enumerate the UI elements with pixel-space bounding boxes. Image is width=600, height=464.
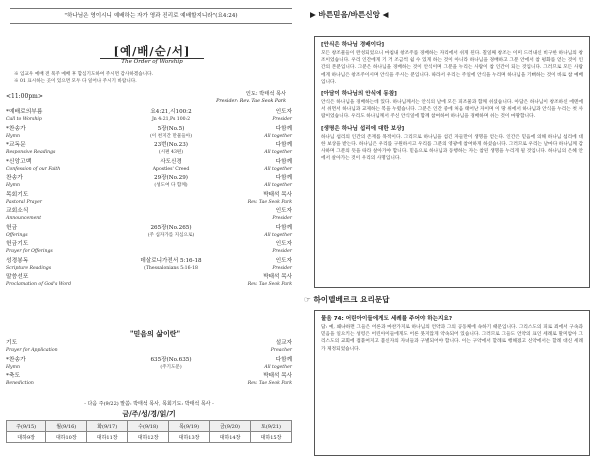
leader-ko: 다함께 bbox=[275, 175, 292, 181]
item-name bbox=[6, 241, 116, 255]
item-ko: 기도 bbox=[6, 340, 18, 346]
note-line: ※ 01 표시하는 곳이 있으면 모두 다 일어나 주시기 바랍니다. bbox=[14, 79, 137, 84]
top-quote: "하나님은 영이시니 예배하는 자가 영과 진리로 예배할지니라"(요4:24) bbox=[10, 8, 292, 24]
detail-sub: (시편 43편) bbox=[158, 150, 184, 155]
item-name bbox=[6, 142, 116, 156]
item-leader bbox=[212, 258, 292, 272]
weekly-day: 목(9/19) bbox=[169, 421, 210, 432]
item-name bbox=[6, 192, 116, 206]
worship-row bbox=[6, 208, 292, 225]
presider-en: Presider: Rev. Tae Seok Park bbox=[216, 98, 286, 104]
leader-ko: 다함께 bbox=[275, 142, 292, 148]
section-title-faith: ▶ 바른믿음/바른신앙 ◀ bbox=[310, 10, 389, 19]
item-ko: *신앙고백 bbox=[6, 158, 32, 165]
item-name bbox=[6, 373, 116, 387]
leader-ko: 인도자 bbox=[275, 109, 292, 115]
item-name bbox=[6, 357, 116, 371]
order-title: [예/배/순/서] bbox=[100, 44, 204, 59]
item-detail bbox=[116, 258, 226, 272]
order-subtitle: The Order of Worship bbox=[121, 59, 183, 65]
leader-ko: 박태석 목사 bbox=[263, 373, 292, 379]
item-ko: 성경봉독 bbox=[6, 257, 29, 264]
item-name bbox=[6, 208, 116, 222]
item-detail bbox=[116, 142, 226, 156]
weekly-day: 화(9/17) bbox=[87, 421, 128, 432]
item-en: Prayer for Application bbox=[6, 348, 58, 353]
item-en: Confession of our Faith bbox=[6, 166, 61, 172]
detail-sub: (Thessalonians 5:16-18 bbox=[144, 265, 198, 271]
item-leader bbox=[212, 142, 292, 156]
detail-sub: (주 십자가를 지심으로) bbox=[147, 232, 195, 238]
detail-main: 사도신경 bbox=[160, 158, 182, 165]
item-name bbox=[6, 175, 116, 189]
detail-sub: (이 천지간 만물들아) bbox=[149, 133, 192, 139]
weekly-day: 월(9/16) bbox=[46, 421, 87, 432]
item-leader bbox=[212, 357, 292, 371]
item-ko: *찬송가 bbox=[6, 356, 26, 363]
weekly-reading: 대하12장 bbox=[128, 432, 169, 443]
item-leader bbox=[212, 208, 292, 222]
worship-row bbox=[6, 241, 292, 258]
weekly-day: 토(9/21) bbox=[250, 421, 291, 432]
worship-row bbox=[6, 109, 292, 126]
leader-ko: 인도자 bbox=[275, 257, 292, 264]
detail-main: 5장(No.5) bbox=[157, 125, 185, 132]
worship-row bbox=[6, 340, 292, 357]
leader-en: Presider bbox=[272, 117, 292, 122]
after-sermon-order bbox=[6, 340, 292, 390]
weekly-reading: 대하11장 bbox=[87, 432, 128, 443]
item-ko: 말씀선포 bbox=[6, 274, 29, 280]
weekly-reading: 대하10장 bbox=[46, 432, 87, 443]
worship-row bbox=[6, 274, 292, 291]
item-detail bbox=[116, 357, 226, 371]
leader-ko: 인도자 bbox=[275, 241, 292, 247]
weekly-reading: 대하9장 bbox=[7, 432, 46, 443]
item-en: Offerings bbox=[6, 232, 28, 238]
worship-row bbox=[6, 373, 292, 390]
leader-ko: 다함께 bbox=[275, 356, 292, 363]
item-leader bbox=[212, 373, 292, 387]
item-ko: 교회소식 bbox=[6, 208, 29, 214]
detail-sub: (성도여 다 함께) bbox=[154, 183, 188, 188]
leader-en: All together bbox=[264, 364, 292, 370]
item-en: Hymn bbox=[6, 183, 20, 188]
detail-main: 요4:21,시100:2 bbox=[150, 109, 192, 115]
worship-row bbox=[6, 258, 292, 275]
item-en: Hymn bbox=[6, 133, 20, 139]
item-en: Announcement bbox=[6, 216, 42, 221]
leader-ko: 박태석 목사 bbox=[263, 274, 292, 280]
item-detail bbox=[116, 175, 226, 189]
leader-en: All together bbox=[264, 232, 292, 238]
leader-ko: 다함께 bbox=[275, 125, 292, 132]
item-leader bbox=[212, 109, 292, 123]
leader-en: All together bbox=[264, 183, 292, 188]
item-leader bbox=[212, 241, 292, 255]
worship-row bbox=[6, 225, 292, 242]
paragraph: 안식은 하나님을 경배하는데 있다. 하나님께서는 안식의 날에 모든 피조물과 함께 쉬셨습니다. 아담은 하나님이 창조하신 에덴에서 쉬면서 하나님과 교제하는 복을 누렸습니다. 그분은 인간 중에 처음 태어난 자이며 이 땅 위에서 하나님과 안식을 누리는 첫 사람이었습니다. 우리도 하나님께서 주신 안식일에 함께 참여하여 하나님을 경배하며 쉬는 것이 마땅합니다. bbox=[321, 100, 583, 120]
item-ko: *축도 bbox=[6, 373, 21, 379]
weekly-day: 금(9/20) bbox=[210, 421, 251, 432]
item-detail bbox=[116, 126, 226, 140]
sermon-title: "믿음의 삶이란" bbox=[129, 329, 181, 338]
worship-row bbox=[6, 357, 292, 374]
item-detail bbox=[116, 225, 226, 239]
item-en: Responsive Readings bbox=[6, 150, 56, 155]
item-detail bbox=[116, 109, 226, 123]
item-name bbox=[6, 109, 116, 123]
leader-ko: 박태석 목사 bbox=[263, 191, 292, 198]
leader-en: Presider bbox=[272, 216, 292, 221]
weekly-reading-title: 금/주/성/경/읽/기 bbox=[122, 409, 176, 418]
item-leader bbox=[212, 175, 292, 189]
worship-order bbox=[6, 109, 292, 291]
weekly-day: 수(9/18) bbox=[128, 421, 169, 432]
detail-main: 데살로니가전서 5:16-18 bbox=[140, 257, 202, 264]
subsection-title: [아담이 하나님의 안식에 동참] bbox=[321, 91, 397, 98]
answer-text: 답: 예, 왜냐하면 그들은 어른과 마찬가지로 하나님의 언약과 그의 공동체에 속하기 때문입니다. 그리스도의 피로 죄에서 구속과 믿음을 일으키는 성령은 어린아이들에게도 어른 못지않게 약속되어 있습니다. 그러므로 그들도 언약의 표인 세례로 말미암아 그리스도의 교회에 접붙여지고 불신자의 자녀들과 구별되어야 합니다. 이는 구약에서 할례로 행해졌고 신약에서는 할례 대신 세례가 제정되었습니다. bbox=[321, 325, 583, 352]
worship-row bbox=[6, 159, 292, 176]
item-name bbox=[6, 126, 116, 140]
item-ko: *교독문 bbox=[6, 142, 26, 148]
paragraph: 하나님 섭리의 인간의 존재를 목적이다. 그리므로 하나님을 섬긴 자들만이 생명을 얻는다. 인간은 믿음에 의해 하나님 섭리에 대한 보상을 받는다. 하나님은 우리를 구원하시고 우리를 그분의 영광에 참여하게 하셨습니다. 그러므로 우리는 날마다 하나님께 감사하며 그분의 뜻을 따라 살아가야 합니다. 믿음으로 하나님과 동행하는 자는 참된 생명을 누리게 될 것입니다. 하나님의 은혜 안에서 살아가는 것이 우리의 사명입니다. bbox=[321, 134, 583, 162]
subsection-title: [안식은 하나님 경배이다] bbox=[321, 42, 385, 48]
weekly-reading: 대하13장 bbox=[169, 432, 210, 443]
detail-main: 635장(No.635) bbox=[150, 356, 192, 363]
weekly-reading-table bbox=[6, 420, 292, 443]
leader-en: All together bbox=[264, 150, 292, 155]
item-en: Benediction bbox=[6, 381, 34, 386]
leader-ko: 다함께 bbox=[275, 224, 292, 231]
item-ko: 찬송가 bbox=[6, 175, 23, 181]
item-en: Scripture Readings bbox=[6, 265, 52, 271]
worship-row bbox=[6, 175, 292, 192]
detail-main: 23번(No.23) bbox=[154, 142, 188, 148]
item-ko: 헌금 bbox=[6, 224, 18, 231]
item-leader bbox=[212, 126, 292, 140]
item-en: Proclamation of God's Word bbox=[6, 282, 72, 287]
service-time: <11:00pm> bbox=[6, 93, 43, 100]
leader-en: Rev. Tae Seok Park bbox=[247, 199, 292, 205]
leader-en: Preacher bbox=[270, 348, 292, 353]
leader-ko: 설교자 bbox=[275, 340, 292, 346]
leader-en: All together bbox=[264, 133, 292, 139]
item-leader bbox=[212, 192, 292, 206]
item-leader bbox=[212, 340, 292, 354]
leader-en: Rev. Tae Seok Park bbox=[247, 282, 292, 287]
item-name bbox=[6, 225, 116, 239]
leader-ko: 인도자 bbox=[275, 208, 292, 214]
catechism-box bbox=[314, 310, 590, 456]
detail-main: 29장(No.29) bbox=[154, 175, 188, 181]
detail-sub: (주기도문) bbox=[160, 364, 182, 370]
section-title-catechism: ☞ 하이델베르크 요리문답 bbox=[304, 295, 390, 304]
item-en: Prayer for Offerings bbox=[6, 249, 53, 254]
leader-en: All together bbox=[264, 166, 292, 172]
subsection-title: [생명은 하나님 섭리에 대한 보상] bbox=[321, 125, 405, 132]
item-en: Hymn bbox=[6, 364, 20, 370]
item-name bbox=[6, 274, 116, 288]
item-ko: 목회기도 bbox=[6, 191, 29, 198]
item-leader bbox=[212, 274, 292, 288]
faith-box bbox=[314, 36, 590, 288]
item-detail bbox=[116, 159, 226, 173]
item-name bbox=[6, 258, 116, 272]
item-ko: 헌금기도 bbox=[6, 241, 29, 247]
leader-ko: 다함께 bbox=[275, 158, 292, 165]
worship-row bbox=[6, 192, 292, 209]
presider-label: 인도: 박태석 목사 bbox=[245, 91, 286, 97]
paragraph: 모든 창조물들이 완성되었으니 마침내 창조주를 경배하는 자리에서 쉬게 된다. 칠일째 창조는 이미 드러내신 비구한 하나님의 창조이었습니다. 우리 인간에게 기 거 조금씩 쉴 수 있게 하는 것이 아니라 하나님을 경배하고 그분 안에서 참 평화를 얻는 것이 인간의 본분입니다. 그분은 하나님을 경배하는 것이 안식이며 그분을 누리는 사람이 참 인간이 되는 것입니다. 그러므로 모든 사람에게 하나님은 창조주이시며 안식을 주시는 분입니다. 따라서 우리는 주일에 안식을 누리며 하나님을 기뻐하는 것이 바로 참 예배입니다. bbox=[321, 51, 583, 85]
item-ko: *예배로의부름 bbox=[6, 109, 43, 115]
leader-en: Rev. Tae Seok Park bbox=[247, 381, 292, 386]
detail-sub: Jn 4:21,Ps 100:2 bbox=[151, 117, 191, 122]
weekly-reading: 대하14장 bbox=[210, 432, 251, 443]
weekly-day: 주(9/15) bbox=[7, 421, 46, 432]
item-en: Pastoral Prayer bbox=[6, 199, 42, 205]
weekly-reading: 대하15장 bbox=[250, 432, 291, 443]
note-line: ※ 입교우 예배 전 묵주 예배 후 합심기도하여 주시면 감사하겠습니다. bbox=[14, 72, 154, 77]
item-ko: *찬송가 bbox=[6, 125, 26, 132]
item-name bbox=[6, 340, 116, 354]
detail-main: 265장(No.265) bbox=[150, 224, 192, 231]
question-title: 물음 74: 어린아이들에게도 세례를 주어야 하는지요? bbox=[321, 316, 453, 322]
item-en: Call to Worship bbox=[6, 117, 42, 122]
leader-en: Presider bbox=[272, 265, 292, 271]
presider bbox=[216, 91, 286, 105]
detail-sub: Apostles' Creed bbox=[152, 166, 190, 172]
next-week-note: - 다음 주(9/22) 말씀: 박태석 목사, 목회기도: 박태석 목사 - bbox=[84, 401, 214, 407]
item-leader bbox=[212, 159, 292, 173]
notes bbox=[14, 71, 294, 85]
worship-row bbox=[6, 142, 292, 159]
leader-en: Presider bbox=[272, 249, 292, 254]
worship-row bbox=[6, 126, 292, 143]
item-leader bbox=[212, 225, 292, 239]
item-name bbox=[6, 159, 116, 173]
